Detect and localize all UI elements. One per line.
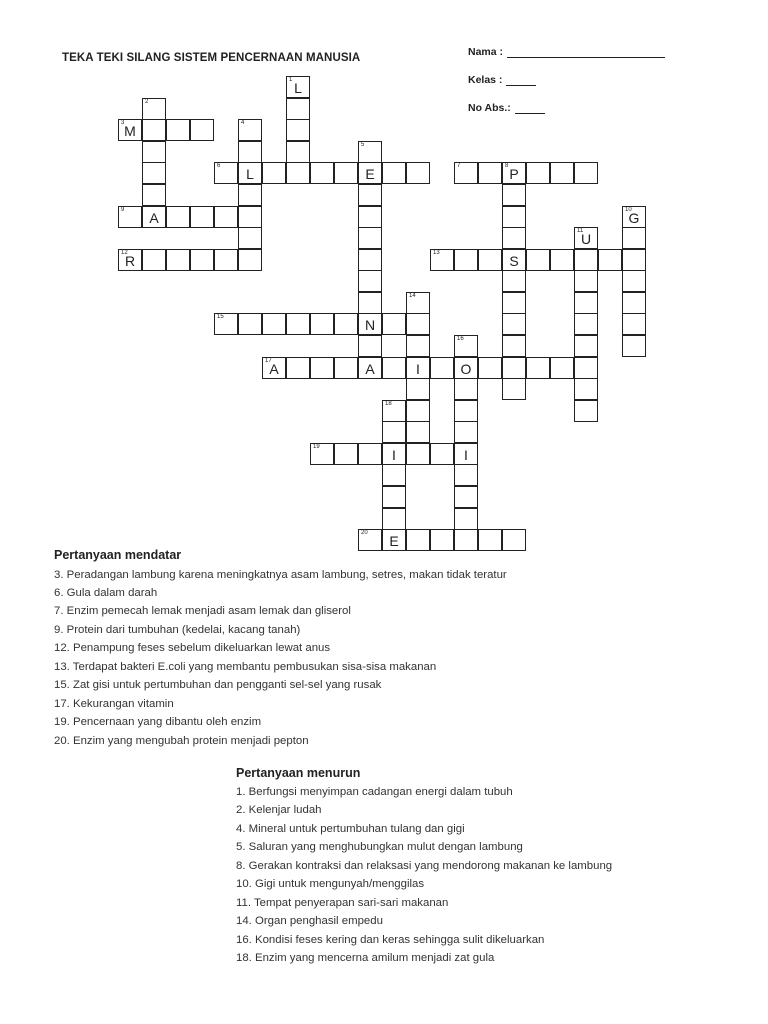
menurun-clue-8: 8. Gerakan kontraksi dan relaksasi yang mendorong makanan ke lambung — [236, 860, 613, 872]
clue-number: 1 — [289, 77, 293, 83]
crossword-cell[interactable] — [310, 162, 334, 184]
clue-number: 12 — [121, 250, 128, 256]
crossword-cell[interactable] — [430, 249, 454, 271]
crossword-cell[interactable] — [358, 313, 382, 335]
crossword-cell[interactable] — [454, 335, 478, 357]
crossword-cell[interactable] — [502, 270, 526, 292]
clue-number: 20 — [361, 530, 368, 536]
number-label: No Abs.: — [468, 102, 511, 114]
crossword-cell[interactable] — [142, 119, 166, 141]
worksheet-title: TEKA TEKI SILANG SISTEM PENCERNAAN MANUSIA — [62, 52, 361, 64]
crossword-cell[interactable] — [286, 119, 310, 141]
crossword-cell[interactable] — [622, 292, 646, 314]
crossword-cell[interactable] — [358, 227, 382, 249]
mendatar-clue-17: 17. Kekurangan vitamin — [54, 698, 174, 710]
crossword-cell[interactable] — [238, 119, 262, 141]
menurun-clue-4: 4. Mineral untuk pertumbuhan tulang dan gigi — [236, 823, 465, 835]
crossword-cell[interactable] — [382, 421, 406, 443]
crossword-cell[interactable] — [334, 313, 358, 335]
crossword-cell[interactable] — [166, 249, 190, 271]
crossword-cell[interactable] — [358, 249, 382, 271]
crossword-cell[interactable] — [406, 400, 430, 422]
mendatar-heading: Pertanyaan mendatar — [54, 548, 182, 562]
crossword-cell[interactable] — [478, 249, 502, 271]
crossword-cell[interactable] — [166, 206, 190, 228]
clue-number: 7 — [457, 163, 461, 169]
crossword-cell[interactable] — [526, 357, 550, 379]
crossword-cell[interactable] — [238, 184, 262, 206]
crossword-cell[interactable] — [478, 529, 502, 551]
menurun-clue-2: 2. Kelenjar ludah — [236, 804, 322, 816]
clue-number: 15 — [217, 314, 224, 320]
clue-number: 8 — [505, 163, 509, 169]
menurun-clue-16: 16. Kondisi feses kering dan keras sehingga sulit dikeluarkan — [236, 934, 545, 946]
crossword-cell[interactable] — [262, 162, 286, 184]
filled-letter: E — [365, 166, 375, 182]
crossword-cell[interactable] — [454, 464, 478, 486]
crossword-cell[interactable] — [574, 270, 598, 292]
clue-number: 17 — [265, 358, 272, 364]
menurun-clue-5: 5. Saluran yang menghubungkan mulut dengan lambung — [236, 841, 523, 853]
crossword-cell[interactable] — [358, 270, 382, 292]
clue-number: 5 — [361, 142, 365, 148]
crossword-cell[interactable] — [526, 249, 550, 271]
filled-letter: M — [124, 123, 136, 139]
mendatar-clue-19: 19. Pencernaan yang dibantu oleh enzim — [54, 716, 262, 728]
crossword-cell[interactable] — [286, 162, 310, 184]
crossword-cell[interactable] — [286, 357, 310, 379]
crossword-cell[interactable] — [286, 141, 310, 163]
mendatar-clue-12: 12. Penampung feses sebelum dikeluarkan lewat anus — [54, 642, 331, 654]
crossword-cell[interactable] — [454, 486, 478, 508]
crossword-cell[interactable] — [454, 443, 478, 465]
crossword-cell[interactable] — [622, 313, 646, 335]
menurun-clue-10: 10. Gigi untuk mengunyah/menggilas — [236, 878, 425, 890]
crossword-cell[interactable] — [358, 357, 382, 379]
crossword-cell[interactable] — [454, 400, 478, 422]
clue-number: 14 — [409, 293, 416, 299]
crossword-cell[interactable] — [286, 98, 310, 120]
crossword-cell[interactable] — [310, 443, 334, 465]
crossword-cell[interactable] — [142, 249, 166, 271]
menurun-clue-1: 1. Berfungsi menyimpan cadangan energi dalam tubuh — [236, 786, 513, 798]
crossword-cell[interactable] — [382, 162, 406, 184]
crossword-cell[interactable] — [382, 508, 406, 530]
crossword-cell[interactable] — [406, 313, 430, 335]
menurun-clue-18: 18. Enzim yang mencerna amilum menjadi zat gula — [236, 952, 495, 964]
clue-number: 2 — [145, 99, 149, 105]
crossword-cell[interactable] — [622, 227, 646, 249]
crossword-cell[interactable] — [310, 357, 334, 379]
mendatar-clue-20: 20. Enzim yang mengubah protein menjadi pepton — [54, 735, 309, 747]
filled-letter: A — [149, 210, 159, 226]
crossword-cell[interactable] — [238, 313, 262, 335]
crossword-cell[interactable] — [454, 421, 478, 443]
filled-letter: E — [389, 533, 399, 549]
crossword-cell[interactable] — [502, 378, 526, 400]
crossword-cell[interactable] — [214, 313, 238, 335]
crossword-cell[interactable] — [430, 357, 454, 379]
crossword-cell[interactable] — [382, 313, 406, 335]
mendatar-clue-7: 7. Enzim pemecah lemak menjadi asam lemak dan gliserol — [54, 605, 351, 617]
crossword-cell[interactable] — [502, 357, 526, 379]
clue-number: 16 — [457, 336, 464, 342]
clue-number: 19 — [313, 444, 320, 450]
filled-letter: A — [269, 361, 279, 377]
crossword-cell[interactable] — [286, 313, 310, 335]
filled-letter: L — [294, 80, 302, 96]
filled-letter: R — [124, 253, 136, 269]
crossword-cell[interactable] — [454, 357, 478, 379]
crossword-cell[interactable] — [190, 119, 214, 141]
crossword-cell[interactable] — [406, 162, 430, 184]
crossword-cell[interactable] — [430, 443, 454, 465]
name-label: Nama : — [468, 46, 504, 58]
clue-number: 11 — [577, 228, 584, 234]
crossword-cell[interactable] — [358, 184, 382, 206]
filled-letter: P — [509, 166, 519, 182]
crossword-cell[interactable] — [358, 292, 382, 314]
crossword-cell[interactable] — [406, 335, 430, 357]
crossword-cell[interactable] — [358, 443, 382, 465]
crossword-cell[interactable] — [358, 141, 382, 163]
crossword-cell[interactable] — [214, 249, 238, 271]
menurun-clue-14: 14. Organ penghasil empedu — [236, 915, 383, 927]
crossword-cell[interactable] — [454, 508, 478, 530]
crossword-cell[interactable] — [262, 313, 286, 335]
crossword-cell[interactable] — [622, 335, 646, 357]
crossword-cell[interactable] — [382, 464, 406, 486]
crossword-cell[interactable] — [502, 313, 526, 335]
filled-letter: U — [580, 231, 592, 247]
crossword-cell[interactable] — [358, 335, 382, 357]
crossword-cell[interactable] — [238, 141, 262, 163]
crossword-cell[interactable] — [238, 206, 262, 228]
crossword-cell[interactable] — [502, 227, 526, 249]
filled-letter: G — [628, 210, 640, 226]
filled-letter: A — [365, 361, 375, 377]
crossword-cell[interactable] — [550, 249, 574, 271]
crossword-cell[interactable] — [334, 357, 358, 379]
crossword-cell[interactable] — [526, 162, 550, 184]
crossword-cell[interactable] — [142, 184, 166, 206]
crossword-cell[interactable] — [454, 378, 478, 400]
crossword-cell[interactable] — [286, 76, 310, 98]
crossword-cell[interactable] — [502, 292, 526, 314]
crossword-cell[interactable] — [622, 206, 646, 228]
crossword-cell[interactable] — [574, 249, 598, 271]
crossword-cell[interactable] — [166, 119, 190, 141]
crossword-cell[interactable] — [406, 421, 430, 443]
crossword-cell[interactable] — [262, 357, 286, 379]
crossword-cell[interactable] — [502, 184, 526, 206]
crossword-cell[interactable] — [190, 206, 214, 228]
filled-letter: I — [464, 447, 468, 463]
crossword-cell[interactable] — [574, 400, 598, 422]
filled-letter: L — [246, 166, 254, 182]
crossword-cell[interactable] — [382, 486, 406, 508]
crossword-cell[interactable] — [382, 443, 406, 465]
crossword-cell[interactable] — [358, 162, 382, 184]
menurun-heading: Pertanyaan menurun — [236, 766, 361, 780]
crossword-cell[interactable] — [238, 227, 262, 249]
crossword-cell[interactable] — [550, 162, 574, 184]
filled-letter: N — [364, 317, 376, 333]
clue-number: 6 — [217, 163, 221, 169]
crossword-cell[interactable] — [502, 162, 526, 184]
crossword-cell[interactable] — [142, 98, 166, 120]
crossword-cell[interactable] — [478, 357, 502, 379]
crossword-cell[interactable] — [214, 162, 238, 184]
menurun-clue-11: 11. Tempat penyerapan sari-sari makanan — [236, 897, 449, 909]
crossword-cell[interactable] — [406, 443, 430, 465]
crossword-cell[interactable] — [142, 141, 166, 163]
crossword-cell[interactable] — [118, 206, 142, 228]
crossword-cell[interactable] — [574, 313, 598, 335]
crossword-cell[interactable] — [454, 249, 478, 271]
crossword-cell[interactable] — [454, 162, 478, 184]
crossword-cell[interactable] — [574, 162, 598, 184]
crossword-cell[interactable] — [574, 357, 598, 379]
crossword-cell[interactable] — [502, 249, 526, 271]
clue-number: 13 — [433, 250, 440, 256]
crossword-cell[interactable] — [406, 292, 430, 314]
crossword-cell[interactable] — [574, 335, 598, 357]
filled-letter: I — [392, 447, 396, 463]
crossword-cell[interactable] — [142, 162, 166, 184]
crossword-cell[interactable] — [142, 206, 166, 228]
crossword-cell[interactable] — [190, 249, 214, 271]
mendatar-clue-6: 6. Gula dalam darah — [54, 587, 158, 599]
crossword-cell[interactable] — [310, 313, 334, 335]
crossword-cell[interactable] — [406, 378, 430, 400]
crossword-cell[interactable] — [334, 443, 358, 465]
crossword-cell[interactable] — [430, 529, 454, 551]
crossword-cell[interactable] — [502, 206, 526, 228]
crossword-cell[interactable] — [382, 529, 406, 551]
mendatar-clue-3: 3. Peradangan lambung karena meningkatnya asam lambung, setres, makan tidak teratur — [54, 569, 507, 581]
mendatar-clue-13: 13. Terdapat bakteri E.coli yang membantu pembusukan sisa-sisa makanan — [54, 661, 437, 673]
mendatar-clue-15: 15. Zat gisi untuk pertumbuhan dan pengganti sel-sel yang rusak — [54, 679, 382, 691]
crossword-cell[interactable] — [118, 119, 142, 141]
crossword-cell[interactable] — [454, 529, 478, 551]
crossword-cell[interactable] — [574, 227, 598, 249]
crossword-cell[interactable] — [622, 270, 646, 292]
crossword-cell[interactable] — [334, 162, 358, 184]
crossword-cell[interactable] — [118, 249, 142, 271]
filled-letter: O — [460, 361, 472, 377]
crossword-cell[interactable] — [358, 206, 382, 228]
crossword-cell[interactable] — [406, 357, 430, 379]
crossword-cell[interactable] — [574, 378, 598, 400]
clue-number: 10 — [625, 207, 632, 213]
crossword-cell[interactable] — [550, 357, 574, 379]
clue-number: 18 — [385, 401, 392, 407]
filled-letter: I — [416, 361, 420, 377]
mendatar-clue-9: 9. Protein dari tumbuhan (kedelai, kacang tanah) — [54, 624, 301, 636]
crossword-cell[interactable] — [214, 206, 238, 228]
crossword-cell[interactable] — [622, 249, 646, 271]
crossword-cell[interactable] — [598, 249, 622, 271]
crossword-cell[interactable] — [406, 529, 430, 551]
crossword-cell[interactable] — [238, 162, 262, 184]
crossword-cell[interactable] — [238, 249, 262, 271]
crossword-cell[interactable] — [502, 529, 526, 551]
clue-number: 4 — [241, 120, 245, 126]
filled-letter: S — [509, 253, 519, 269]
crossword-cell[interactable] — [358, 529, 382, 551]
crossword-cell[interactable] — [478, 162, 502, 184]
class-label: Kelas : — [468, 74, 503, 86]
crossword-cell[interactable] — [574, 292, 598, 314]
crossword-cell[interactable] — [502, 335, 526, 357]
crossword-cell[interactable] — [382, 357, 406, 379]
crossword-cell[interactable] — [382, 400, 406, 422]
clue-number: 9 — [121, 207, 125, 213]
clue-number: 3 — [121, 120, 125, 126]
